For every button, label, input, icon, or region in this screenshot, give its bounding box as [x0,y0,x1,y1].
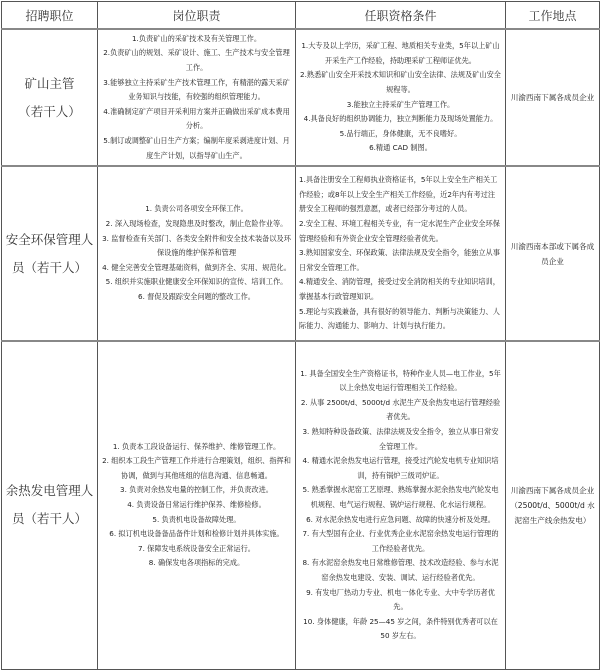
requirement-item: 8. 有水泥窑余热发电日常维修管理、技术改造经验、参与水泥窑余热发电建设、安装、调试、运行经验者优先。 [302,558,499,582]
duty-item: 6. 拟订机电设备备品备件计划和检修计划并具体实施。 [109,529,284,539]
requirement-item: 3.熟知国家安全、环保政策、法律法规及安全指令，能独立从事日常安全管理工作。 [299,248,500,272]
requirement-item: 2. 从事 2500t/d、5000t/d 水泥生产及余热发电运行管理经验者优先。 [300,397,501,422]
requirement-item: 6.精通 CAD 制图。 [369,143,432,153]
table-row-mine-supervisor [2,29,600,166]
duty-item: 2. 深入现场检查，发现隐患及时整改，制止危险作业等。 [105,219,288,229]
location-cell [506,29,600,166]
requirement-item: 3.能独立主持采矿生产管理工作。 [346,99,455,109]
duty-item: 1. 负责公司各项安全环保工作。 [145,204,248,214]
requirement-item: 2.熟悉矿山安全开采技术知识和矿山安全法律、法规及矿山安全规程等。 [300,70,501,94]
requirement-item: 1. 具备全国安全生产资格证书，特种作业人员—电工作业，5年以上余热发电运行管理相关工作经验。 [300,368,501,393]
duty-item: 2. 组织本工段生产管理工作并进行合理策划，组织、指挥和协调，做到与其他班组的信息沟通、信息畅通。 [102,456,291,480]
location-note: （2500t/d、5000t/d 水泥窑生产线余热发电） [510,500,595,525]
requirement-item: 4.具备良好的组织协调能力，独立判断能力及现场处置能力。 [303,114,498,124]
duty-item: 5.制订或调整矿山日生产方案；编制年度采剥进度计划、月度生产计划，以指导矿山生产。 [103,135,290,160]
table-row-waste-heat-power-manager [2,341,600,669]
header-location: 工作地点 [506,2,600,30]
duty-item: 1.负责矿山的采矿技术及有关管理工作。 [131,33,262,43]
location-text: 川渝西南下属各成员企业 [510,485,595,495]
requirement-item: 1.大专及以上学历，采矿工程、地质相关专业类，5年以上矿山开采生产工作经验，持助理采矿工程师证优先。 [301,41,500,65]
duty-item: 1. 负责本工段设备运行、保养维护、维修管理工作。 [112,441,281,451]
position-cell [2,341,98,669]
table-row-safety-env-manager [2,166,600,341]
requirement-item: 2.安全工程、环境工程相关专业，有一定水泥生产企业安全环保管理经验和有外资企业安全管理经验者优先。 [299,219,500,243]
location-text: 川渝西南本部或下属各成员企业 [510,241,595,266]
position-headcount: 员（若干人） [11,511,87,527]
duty-item: 3. 监督检查有关部门、各类安全附件和安全技术装备以及环保设施的维护保养和管理 [102,233,291,258]
position-headcount: （若干人） [18,103,81,119]
header-requirements: 任职资格条件 [296,2,506,30]
requirement-item: 6. 对水泥余热发电进行应急问题、故障的快速分析及处理。 [306,514,495,524]
position-title: 余热发电管理人 [5,483,94,499]
requirement-item: 10. 身体健康，年龄 25—45 岁之间，条件特别优秀者可以在 50 岁左右。 [303,616,498,641]
header-duties: 岗位职责 [98,2,296,30]
duty-item: 4.准确制定矿产项目开采利用方案并正确做出采矿成本费用分析。 [103,106,290,131]
recruitment-table [1,1,600,670]
duties-cell [98,341,296,669]
requirement-item: 3. 熟知特种设备政策、法律法规及安全指令，独立从事日常安全管理工作。 [302,426,499,451]
duty-item: 5. 组织并实施职业健康安全环保知识的宣传、培训工作。 [105,277,288,287]
requirements-cell [296,29,506,166]
requirement-item: 5.品行端正，身体健康，无不良嗜好。 [339,128,462,138]
requirement-item: 7. 有大型国有企业、行业优秀企业水泥窑余热发电运行管理的工作经验者优先。 [302,529,499,553]
header-position: 招聘职位 [2,2,98,30]
duty-item: 7. 保障发电系统设备安全正常运行。 [138,543,255,553]
position-title: 安全环保管理人 [5,231,94,247]
duty-item: 3. 负责对余热发电量的控制工作，并负责改进。 [120,485,273,495]
requirement-item: 4.精通安全、消防管理，接受过安全消防相关的专业知识培训，掌握基本行政管理知识。 [299,277,500,301]
position-cell [2,166,98,341]
duty-item: 3.能够独立主持采矿生产技术管理工作，有精湛的露天采矿业务知识与技能，有较强的组织管理能力。 [103,77,290,102]
location-cell [506,166,600,341]
position-cell [2,29,98,166]
requirements-cell [296,341,506,669]
location-cell [506,341,600,669]
requirement-item: 9. 有发电厂热动力专业、机电一体化专业、大中专学历者优先。 [306,587,495,612]
duties-cell [98,166,296,341]
duty-item: 4. 健全完善安全管理基础资料，做到齐全、实用、规范化。 [102,262,291,272]
duty-item: 6. 督促及跟踪安全问题的整改工作。 [138,291,255,301]
duty-item: 4. 负责设备日常运行维护保养、维修检修。 [127,499,266,509]
duties-cell [98,29,296,166]
requirement-item: 5. 熟悉掌握水泥窑工艺原理、熟练掌握水泥余热发电汽轮发电机规程、电气运行规程、锅炉运行规程、化水运行规程。 [302,485,499,509]
location-text: 川渝西南下属各成员企业 [510,93,595,102]
duty-item: 5. 负责机电设备故障处理。 [152,514,241,524]
position-title: 矿山主管 [24,75,75,91]
requirements-cell [296,166,506,341]
duty-item: 2.负责矿山的规划、采矿设计、施工、生产技术与安全管理工作。 [103,48,290,73]
requirement-item: 4. 精通水泥余热发电运行管理，接受过汽轮发电机专业知识培训，持有锅炉三级司炉证。 [302,456,499,480]
position-headcount: 员（若干人） [11,259,87,275]
requirement-item: 5.理论与实践兼备，具有很好的领导能力、判断与决策能力、人际能力、沟通能力、影响力、计划与执行能力。 [299,306,500,331]
duty-item: 8. 确保发电各项指标的完成。 [148,558,245,568]
requirement-item: 1.具备注册安全工程师执业资格证书，5年以上安全生产相关工作经验；或8年以上安全生产相关工作经验，近2年内有考过注册安全工程师的强烈意愿，或者已经部分考过的人员。 [299,175,498,214]
table-header-row [2,2,600,30]
